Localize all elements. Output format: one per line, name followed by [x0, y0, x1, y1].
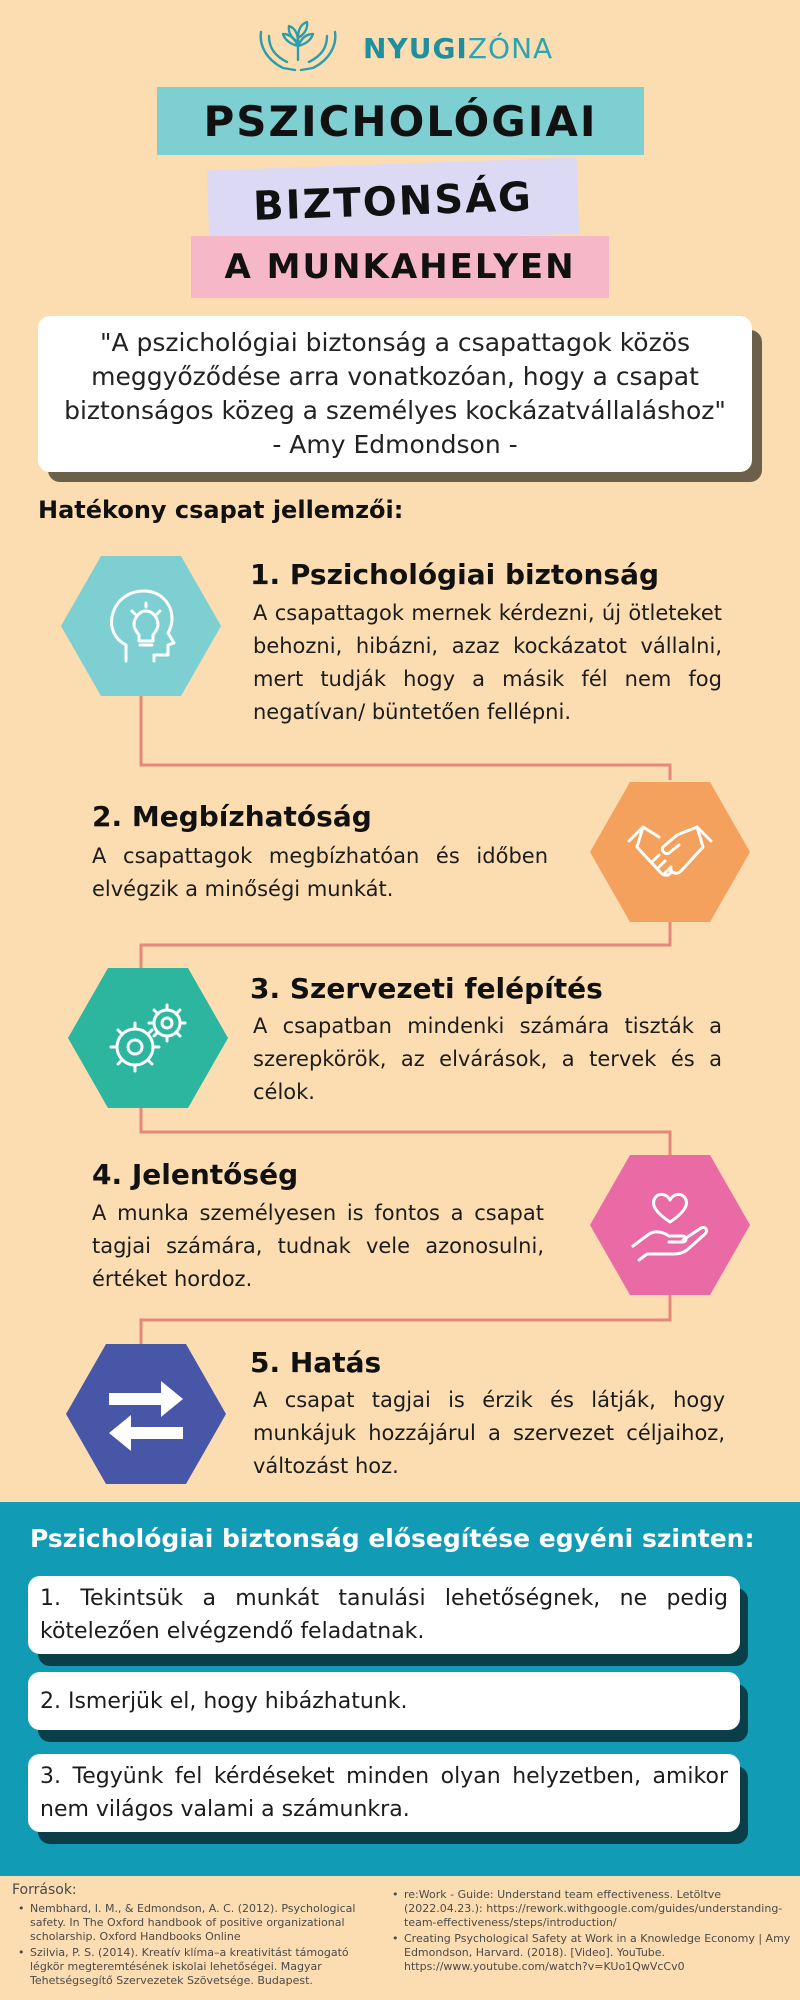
sources-title: Források:	[12, 1882, 77, 1898]
tip-2-text: 2. Ismerjük el, hogy hibázhatunk.	[40, 1688, 408, 1714]
item-1-text: A csapattagok mernek kérdezni, új ötleteket behozni, hibázni, azaz kockázatot vállalni, mert tudják hogy a másik fél nem fog negatívan/ büntetően fellépni.	[253, 601, 722, 724]
tip-3	[28, 1754, 740, 1832]
quote-text: "A pszichológiai biztonság a csapattagok közös meggyőződése arra vonatkozóan, hogy a csapat biztonságos közeg a személyes kockázatvállaláshoz"	[64, 328, 726, 425]
item-2-title: 2. Megbízhatóság	[92, 800, 372, 833]
source-item: • re:Work - Guide: Understand team effectiveness. Letöltve (2022.04.23.): https://rework.withgoogle.com/guides/understanding-team-effectiveness/steps/introduction/	[392, 1888, 792, 1930]
individual-heading: Pszichológiai biztonság elősegítése egyéni szinten:	[30, 1524, 755, 1553]
title-line-3: A MUNKAHELYEN	[191, 236, 609, 298]
sources-left	[18, 1902, 378, 1990]
title-line-1: PSZICHOLÓGIAI	[157, 87, 644, 155]
source-item: • Creating Psychological Safety at Work in a Knowledge Economy | Amy Edmondson, Harvard. (2018). [Video]. YouTube. https://www.youtube.com/watch?v=KUo1QwVcCv0	[392, 1932, 792, 1974]
brand-logo	[255, 12, 555, 78]
source-item: • Nembhard, I. M., & Edmondson, A. C. (2012). Psychological safety. In The Oxford handbook of positive organizational scholarship. Oxford Handbooks Online	[18, 1902, 378, 1944]
tip-3-text: 3. Tegyünk fel kérdéseket minden olyan helyzetben, amikor nem világos valami a számunkra.	[40, 1764, 728, 1822]
characteristics-heading: Hatékony csapat jellemzői:	[38, 496, 404, 524]
item-5-hexagon	[66, 1344, 226, 1484]
brand-name: NYUGIZÓNA	[363, 32, 554, 65]
head-lightbulb-icon	[96, 581, 186, 671]
heart-hand-icon	[625, 1180, 715, 1270]
item-2-text: A csapattagok megbízhatóan és időben elvégzik a minőségi munkát.	[92, 844, 548, 901]
tip-1	[28, 1576, 740, 1654]
quote-author: - Amy Edmondson -	[272, 430, 518, 459]
item-3-text: A csapatban mindenki számára tiszták a szerepkörök, az elvárások, a tervek és a célok.	[253, 1014, 722, 1104]
tip-1-text: 1. Tekintsük a munkát tanulási lehetőségnek, ne pedig kötelezően elvégzendő feladatnak.	[40, 1586, 728, 1644]
hands-plant-icon	[255, 12, 341, 74]
sources-right	[392, 1888, 792, 1976]
gears-icon	[103, 993, 193, 1083]
swap-arrows-icon	[101, 1369, 191, 1459]
handshake-icon	[625, 807, 715, 897]
item-1-title: 1. Pszichológiai biztonság	[250, 558, 660, 591]
item-4-title: 4. Jelentőség	[92, 1158, 299, 1191]
title-line-2: BIZTONSÁG	[207, 158, 579, 247]
item-5-text: A csapat tagjai is érzik és látják, hogy munkájuk hozzájárul a szervezet céljaihoz, változást hoz.	[253, 1388, 725, 1478]
quote-box	[38, 316, 752, 472]
item-5-title: 5. Hatás	[250, 1346, 382, 1379]
tip-2	[28, 1672, 740, 1730]
item-3-title: 3. Szervezeti felépítés	[250, 972, 603, 1005]
source-item: • Szilvia, P. S. (2014). Kreatív klíma–a kreativitást támogató légkör megteremtésének iskolai lehetőségei. Magyar Tehetségsegítő Szervezetek Szövetsége. Budapest.	[18, 1946, 378, 1988]
item-4-text: A munka személyesen is fontos a csapat tagjai számára, tudnak vele azonosulni, értéket hordoz.	[92, 1201, 544, 1291]
